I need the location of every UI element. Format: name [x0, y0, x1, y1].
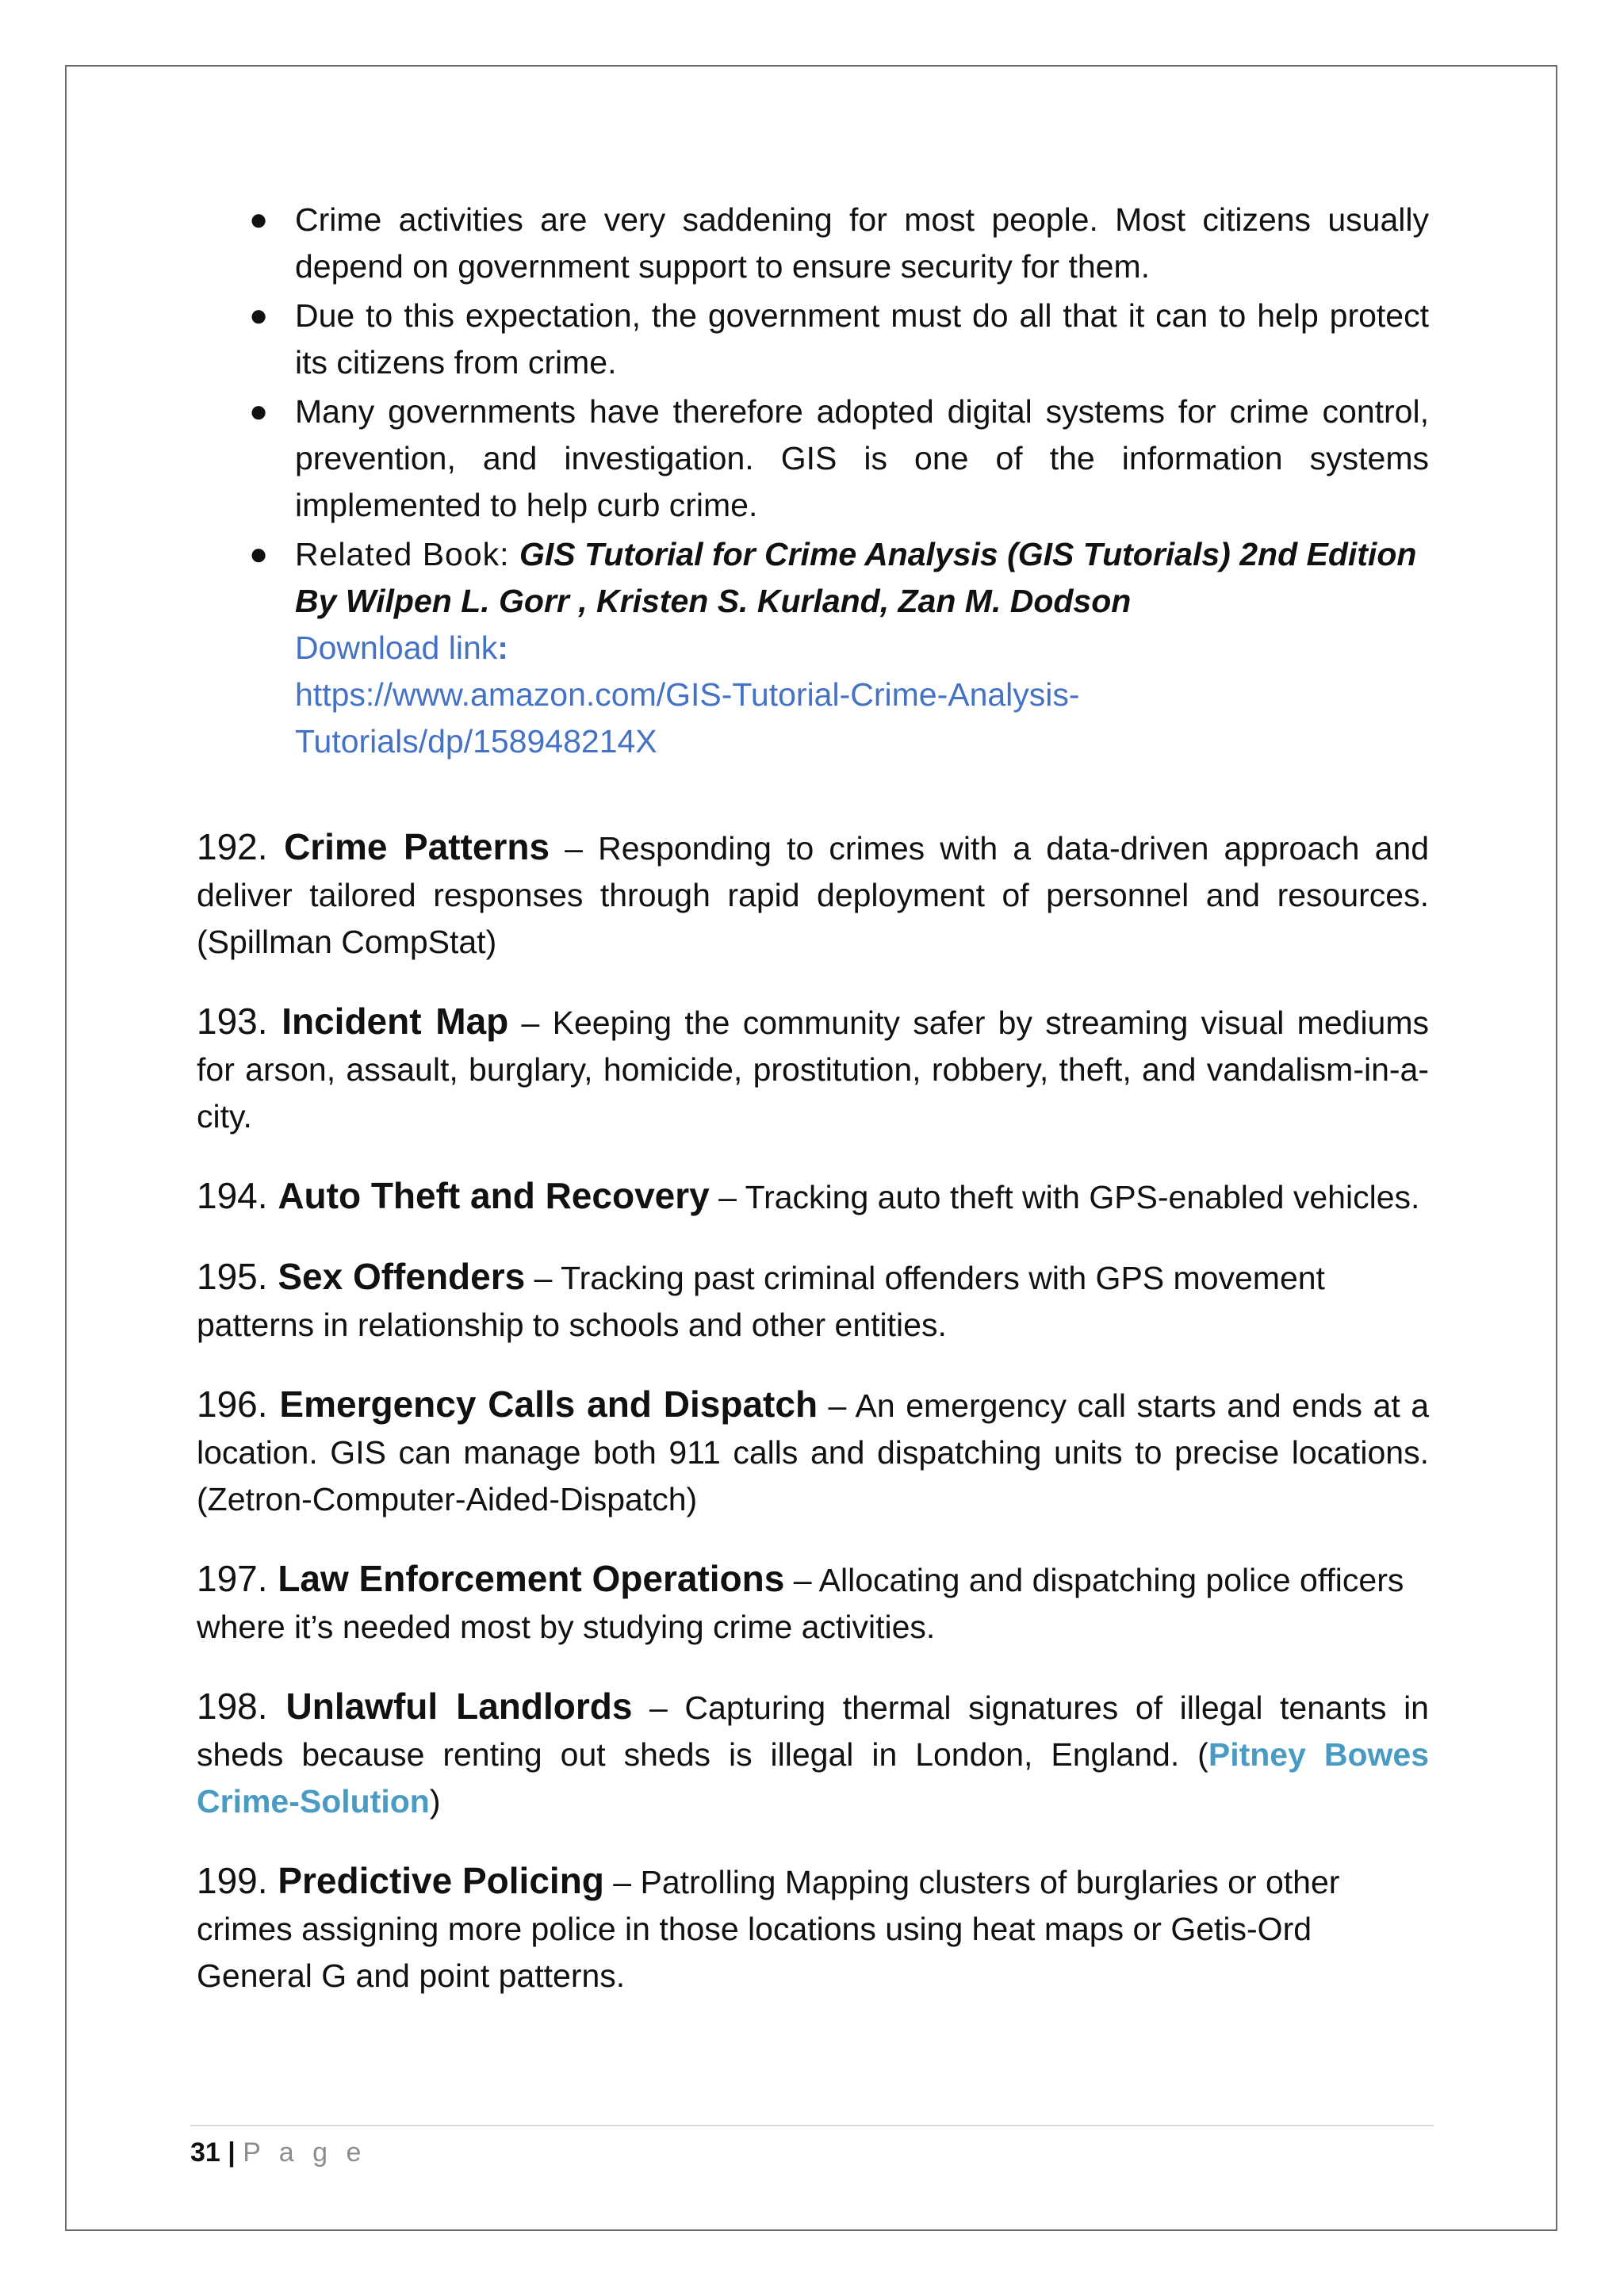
related-book-title: GIS Tutorial for Crime Analysis (GIS Tutorials) 2nd Edition By Wilpen L. Gorr , Kristen S. Kurland, Zan M. Dodson	[295, 536, 1417, 619]
entry-193: 193. Incident Map – Keeping the community safer by streaming visual mediums for arson, assault, burglary, homicide, prostitution, robbery, theft, and vandalism-in-a-city.	[197, 1001, 1430, 1135]
bullet-icon: ●	[249, 394, 269, 429]
related-book-prefix: Related Book:	[295, 536, 519, 572]
bullet-item: ● Many governments have therefore adopted digital systems for crime control, prevention, and investigation. GIS is one of the information systems implemented to help curb crime.	[295, 388, 1429, 529]
entry-199: 199. Predictive Policing – Patrolling Mapping clusters of burglaries or other crimes assigning more police in those locations using heat maps or Getis-Ord General G and point patterns.	[197, 1860, 1340, 1994]
bullet-icon: ●	[249, 202, 269, 237]
entry-term: Law Enforcement Operations	[278, 1558, 785, 1599]
pitney-bowes-link[interactable]: Pitney Bowes Crime-Solution	[197, 1736, 1429, 1820]
page-content	[197, 197, 1429, 2032]
entry-192: 192. Crime Patterns – Responding to crimes with a data-driven approach and deliver tailored responses through rapid deployment of personnel and resources. (Spillman CompStat)	[197, 826, 1430, 960]
bullet-item: ● Crime activities are very saddening for most people. Most citizens usually depend on government support to ensure security for them.	[295, 197, 1429, 290]
entry-term: Auto Theft and Recovery	[278, 1175, 710, 1216]
entry-term: Crime Patterns	[284, 826, 550, 867]
download-link-label[interactable]: Download link	[295, 629, 498, 666]
entry-list	[197, 824, 1429, 1999]
footer-separator: |	[220, 2137, 243, 2168]
entry-198: 198. Unlawful Landlords – Capturing thermal signatures of illegal tenants in sheds because renting out sheds is illegal in London, England. (Pitney Bowes Crime-Solution)	[197, 1686, 1429, 1820]
bullet-list	[197, 197, 1429, 765]
page-number: 31	[190, 2137, 220, 2168]
entry-term: Unlawful Landlords	[285, 1686, 633, 1727]
related-book-item: ● Related Book: GIS Tutorial for Crime Analysis (GIS Tutorials) 2nd Edition By Wilpen L. Gorr , Kristen S. Kurland, Zan M. Dodson Download link: https://www.amazon.com/GIS-Tutorial-Crime-Analysis-Tutorials/dp/158948214X	[295, 531, 1429, 765]
entry-term: Predictive Policing	[278, 1860, 604, 1901]
bullet-icon: ●	[249, 537, 269, 572]
entry-term: Sex Offenders	[278, 1256, 526, 1297]
entry-197: 197. Law Enforcement Operations – Allocating and dispatching police officers where it’s needed most by studying crime activities.	[197, 1558, 1404, 1645]
entry-term: Incident Map	[282, 1001, 509, 1042]
page-label: P a g e	[243, 2137, 367, 2168]
entry-195: 195. Sex Offenders – Tracking past criminal offenders with GPS movement patterns in relationship to schools and other entities.	[197, 1256, 1325, 1343]
entry-196: 196. Emergency Calls and Dispatch – An emergency call starts and ends at a location. GIS can manage both 911 calls and dispatching units to precise locations.(Zetron-Computer-Aided-Dispatch)	[197, 1383, 1429, 1517]
download-link-url[interactable]: https://www.amazon.com/GIS-Tutorial-Crime-Analysis-Tutorials/dp/158948214X	[295, 676, 1080, 760]
bullet-icon: ●	[249, 298, 269, 333]
entry-194: 194. Auto Theft and Recovery – Tracking auto theft with GPS-enabled vehicles.	[197, 1175, 1420, 1216]
bullet-item: ● Due to this expectation, the government must do all that it can to help protect its citizens from crime.	[295, 293, 1429, 386]
page-footer	[190, 2125, 1434, 2168]
entry-term: Emergency Calls and Dispatch	[279, 1383, 818, 1425]
